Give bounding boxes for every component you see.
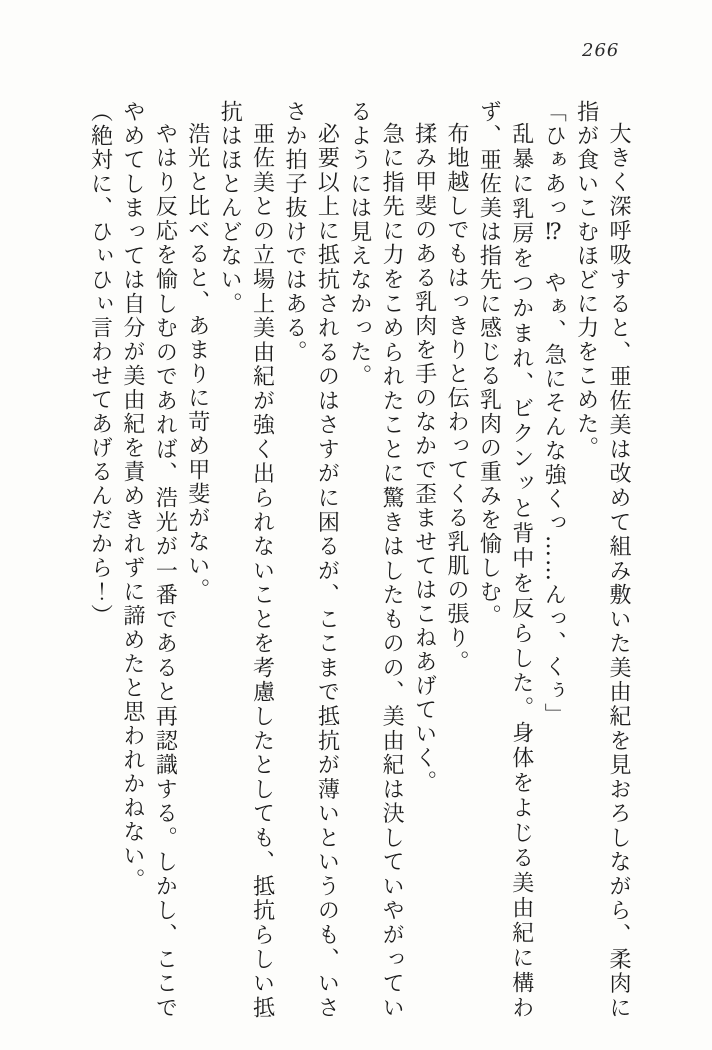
paragraph: 揉み甲斐のある乳肉を手のなかで歪ませてはこねあげていく。 xyxy=(411,122,437,794)
paragraph: 浩光と比べると、あまりに苛め甲斐がない。 xyxy=(184,122,210,602)
paragraph: 亜佐美との立場上美由紀が強く出られないことを考慮したとしても、抵抗らしい抵抗はほとんどない。 xyxy=(217,100,275,1020)
paragraph: 「ひぁあっ⁉ やぁ、急にそんな強くっ……んっ、くぅ」 xyxy=(541,100,567,727)
page-text xyxy=(78,100,634,1020)
paragraph: やはり反応を愉しむのであれば、浩光が一番であると再認識する。しかし、ここでやめてしまっては自分が美由紀を責めきれずに諦めたと思われかねない。 xyxy=(119,100,178,1020)
paragraph: 布地越しでもはっきりと伝わってくる乳肌の張り。 xyxy=(443,122,469,674)
paragraph: 必要以上に抵抗されるのはさすがに困るが、ここまで抵抗が薄いというのも、いささか拍子抜けではある。 xyxy=(281,100,340,1020)
paragraph: 乱暴に乳房をつかまれ、ビクンッと背中を反らした。身体をよじる美由紀に構わず、亜佐美は指先に感じる乳肉の重みを愉しむ。 xyxy=(476,100,534,1020)
paragraph: 大きく深呼吸すると、亜佐美は改めて組み敷いた美由紀を見おろしながら、柔肉に指が食いこむほどに力をこめた。 xyxy=(573,100,631,1020)
paragraph: 急に指先に力をこめられたことに驚きはしたものの、美由紀は決していやがっているようには見えなかった。 xyxy=(346,100,405,1020)
page-number: 266 xyxy=(582,40,620,61)
paragraph: （絶対に、ひぃひぃ言わせてあげるんだから！） xyxy=(87,100,113,628)
